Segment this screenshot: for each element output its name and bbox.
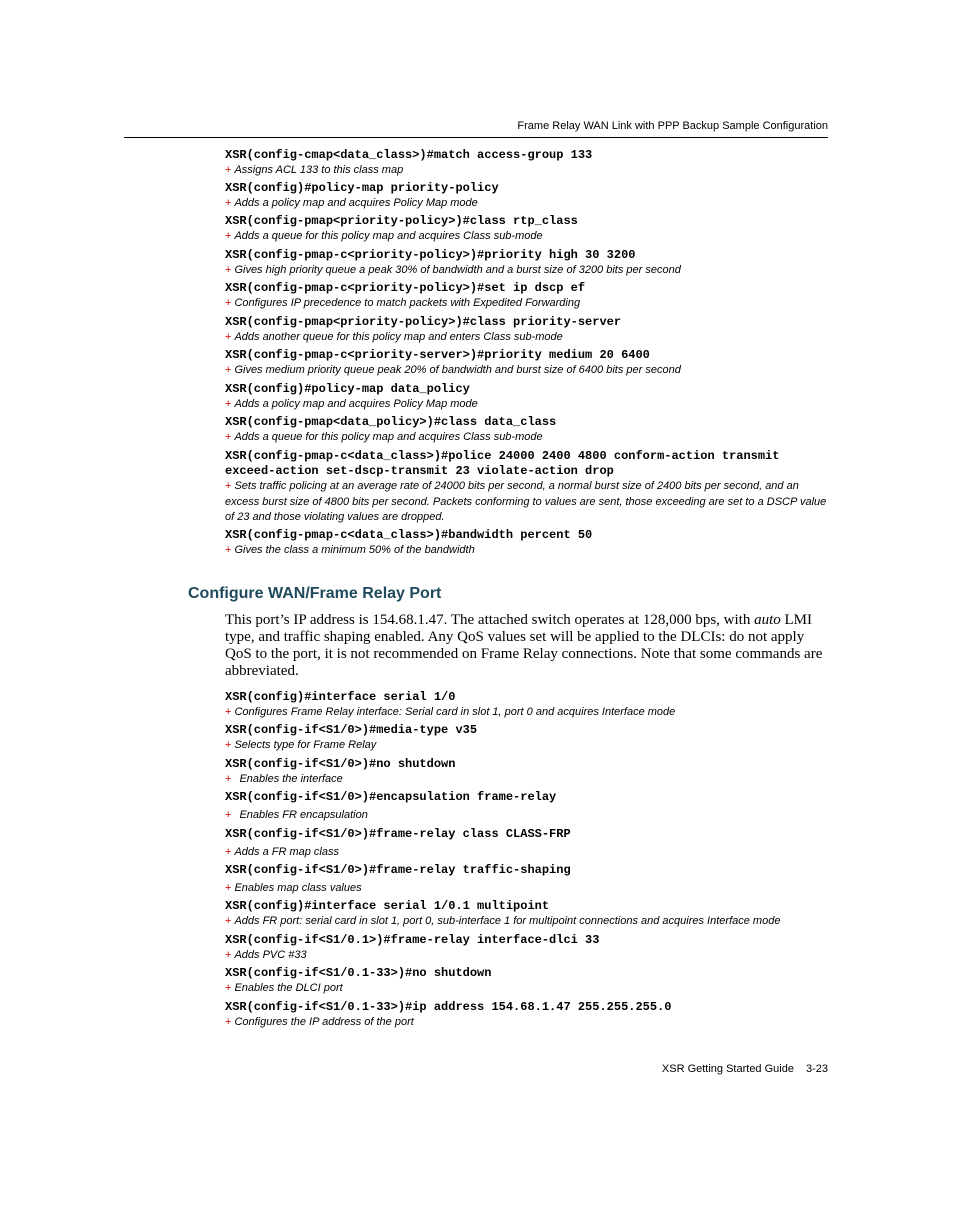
paragraph-text: This port’s IP address is 154.68.1.47. The attached switch operates at 128,000 bps, with <box>225 612 755 628</box>
command-line: XSR(config-pmap-c<priority-policy>)#set ip dscp ef <box>225 281 586 295</box>
description-text: Enables the DLCI port <box>234 982 343 994</box>
command-entry <box>225 281 835 312</box>
command-line: XSR(config-if<S1/0>)#encapsulation frame-relay <box>225 790 557 804</box>
command-entry <box>225 827 835 861</box>
guide-title: XSR Getting Started Guide <box>661 1063 794 1075</box>
command-line: XSR(config-pmap-c<priority-policy>)#priority high 30 3200 <box>225 248 636 262</box>
description-text: Configures IP precedence to match packets with Expedited Forwarding <box>234 297 581 309</box>
plus-bullet-icon: + <box>225 1016 232 1028</box>
command-description <box>225 479 835 526</box>
command-line: XSR(config-if<S1/0.1>)#frame-relay interface-dlci 33 <box>225 933 600 947</box>
description-text: Selects type for Frame Relay <box>234 739 377 751</box>
command-entry <box>225 863 835 897</box>
plus-bullet-icon: + <box>225 164 232 176</box>
plus-bullet-icon: + <box>225 544 232 556</box>
plus-bullet-icon: + <box>225 846 232 858</box>
description-text: Adds PVC #33 <box>234 949 307 961</box>
plus-bullet-icon: + <box>225 297 232 309</box>
command-entry <box>225 449 835 526</box>
description-text: Adds a FR map class <box>234 846 339 858</box>
command-line: XSR(config)#policy-map data_policy <box>225 382 470 396</box>
command-entry <box>225 148 835 179</box>
paragraph-emphasis: auto <box>754 612 781 628</box>
command-description <box>225 296 835 312</box>
plus-bullet-icon: + <box>225 949 232 961</box>
command-description <box>225 397 835 413</box>
command-line: XSR(config-pmap<data_policy>)#class data_class <box>225 415 557 429</box>
description-text: Adds a queue for this policy map and acquires Class sub-mode <box>234 431 543 443</box>
page-number: 3-23 <box>805 1063 828 1075</box>
command-line: XSR(config-pmap-c<data_class>)#bandwidth percent 50 <box>225 528 593 542</box>
command-description <box>225 196 835 212</box>
description-text: Enables FR encapsulation <box>239 809 368 821</box>
description-text: Adds a policy map and acquires Policy Map mode <box>234 197 478 209</box>
command-description <box>225 948 835 964</box>
plus-bullet-icon: + <box>225 264 232 276</box>
plus-bullet-icon: + <box>225 773 232 785</box>
description-text: Enables map class values <box>234 882 362 894</box>
command-line: XSR(config-if<S1/0>)#frame-relay class CLASS-FRP <box>225 827 571 841</box>
description-text: Adds a policy map and acquires Policy Map mode <box>234 398 478 410</box>
description-text: Configures Frame Relay interface: Serial card in slot 1, port 0 and acquires Interface mode <box>234 706 676 718</box>
command-entry <box>225 899 835 930</box>
command-entry <box>225 790 835 824</box>
description-text: Enables the interface <box>239 773 343 785</box>
command-line: XSR(config-if<S1/0>)#no shutdown <box>225 757 456 771</box>
section-heading: Configure WAN/Frame Relay Port <box>188 585 442 602</box>
command-line: XSR(config)#interface serial 1/0 <box>225 690 456 704</box>
command-line: XSR(config-if<S1/0.1-33>)#no shutdown <box>225 966 492 980</box>
plus-bullet-icon: + <box>225 706 232 718</box>
plus-bullet-icon: + <box>225 915 232 927</box>
command-entry <box>225 690 835 721</box>
plus-bullet-icon: + <box>225 882 232 894</box>
command-entry <box>225 348 835 379</box>
header-rule <box>124 137 828 138</box>
command-description <box>225 914 835 930</box>
command-description <box>225 363 835 379</box>
description-text: Assigns ACL 133 to this class map <box>234 164 404 176</box>
command-line: XSR(config)#policy-map priority-policy <box>225 181 499 195</box>
plus-bullet-icon: + <box>225 331 232 343</box>
command-entry <box>225 315 835 346</box>
command-description <box>225 881 835 897</box>
command-description <box>225 808 835 824</box>
command-description <box>225 705 835 721</box>
description-text: Configures the IP address of the port <box>234 1016 414 1028</box>
command-entry <box>225 723 835 754</box>
command-line: XSR(config-cmap<data_class>)#match access-group 133 <box>225 148 593 162</box>
command-line: XSR(config-pmap-c<data_class>)#police 24000 2400 4800 conform-action transmit exceed-action set-dscp-transmit 23 violate-action drop <box>225 449 787 478</box>
running-header: Frame Relay WAN Link with PPP Backup Sample Configuration <box>517 120 828 132</box>
command-line: XSR(config-if<S1/0>)#media-type v35 <box>225 723 478 737</box>
command-description <box>225 1015 835 1031</box>
description-text: Gives medium priority queue peak 20% of bandwidth and burst size of 6400 bits per second <box>234 364 681 376</box>
command-description <box>225 330 835 346</box>
command-description <box>225 543 835 559</box>
description-text: Gives high priority queue a peak 30% of bandwidth and a burst size of 3200 bits per second <box>234 264 681 276</box>
command-entry <box>225 966 835 997</box>
command-line: XSR(config-pmap<priority-policy>)#class rtp_class <box>225 214 578 228</box>
command-description <box>225 772 835 788</box>
plus-bullet-icon: + <box>225 230 232 242</box>
plus-bullet-icon: + <box>225 364 232 376</box>
command-description <box>225 738 835 754</box>
command-entry <box>225 181 835 212</box>
command-description <box>225 430 835 446</box>
command-entry <box>225 528 835 559</box>
description-text: Adds a queue for this policy map and acquires Class sub-mode <box>234 230 543 242</box>
plus-bullet-icon: + <box>225 197 232 209</box>
running-footer <box>560 1063 828 1075</box>
command-entry <box>225 757 835 788</box>
command-description <box>225 981 835 997</box>
command-description <box>225 845 835 861</box>
description-text: Gives the class a minimum 50% of the bandwidth <box>234 544 475 556</box>
description-text: Sets traffic policing at an average rate of 24000 bits per second, a normal burst size of 2400 bits per second, and an excess burst size of 4800 bits per second. Packets conforming to values are sent, those exceeding are set to a DSCP value of 23 and those violating values are dropped. <box>225 480 827 523</box>
plus-bullet-icon: + <box>225 398 232 410</box>
command-line: XSR(config-pmap-c<priority-server>)#priority medium 20 6400 <box>225 348 650 362</box>
command-line: XSR(config-pmap<priority-policy>)#class priority-server <box>225 315 622 329</box>
command-entry <box>225 1000 835 1031</box>
command-entry <box>225 933 835 964</box>
command-description <box>225 263 835 279</box>
command-entry <box>225 382 835 413</box>
plus-bullet-icon: + <box>225 431 232 443</box>
command-description <box>225 229 835 245</box>
command-line: XSR(config)#interface serial 1/0.1 multipoint <box>225 899 550 913</box>
command-entry <box>225 415 835 446</box>
plus-bullet-icon: + <box>225 809 232 821</box>
command-entry <box>225 214 835 245</box>
command-line: XSR(config-if<S1/0>)#frame-relay traffic-shaping <box>225 863 571 877</box>
command-entry <box>225 248 835 279</box>
description-text: Adds another queue for this policy map and enters Class sub-mode <box>234 331 563 343</box>
command-line: XSR(config-if<S1/0.1-33>)#ip address 154.68.1.47 255.255.255.0 <box>225 1000 672 1014</box>
command-description <box>225 163 835 179</box>
paragraph-text: LMI type, and traffic shaping enabled. Any QoS values set will be applied to the DLCIs: do not apply QoS to the port, it is not recommended on Frame Relay connections. Note that some commands are abbreviated. <box>225 612 823 679</box>
section-paragraph <box>225 612 825 680</box>
description-text: Adds FR port: serial card in slot 1, port 0, sub-interface 1 for multipoint connections and acquires Interface mode <box>234 915 781 927</box>
plus-bullet-icon: + <box>225 982 232 994</box>
plus-bullet-icon: + <box>225 739 232 751</box>
plus-bullet-icon: + <box>225 480 232 492</box>
